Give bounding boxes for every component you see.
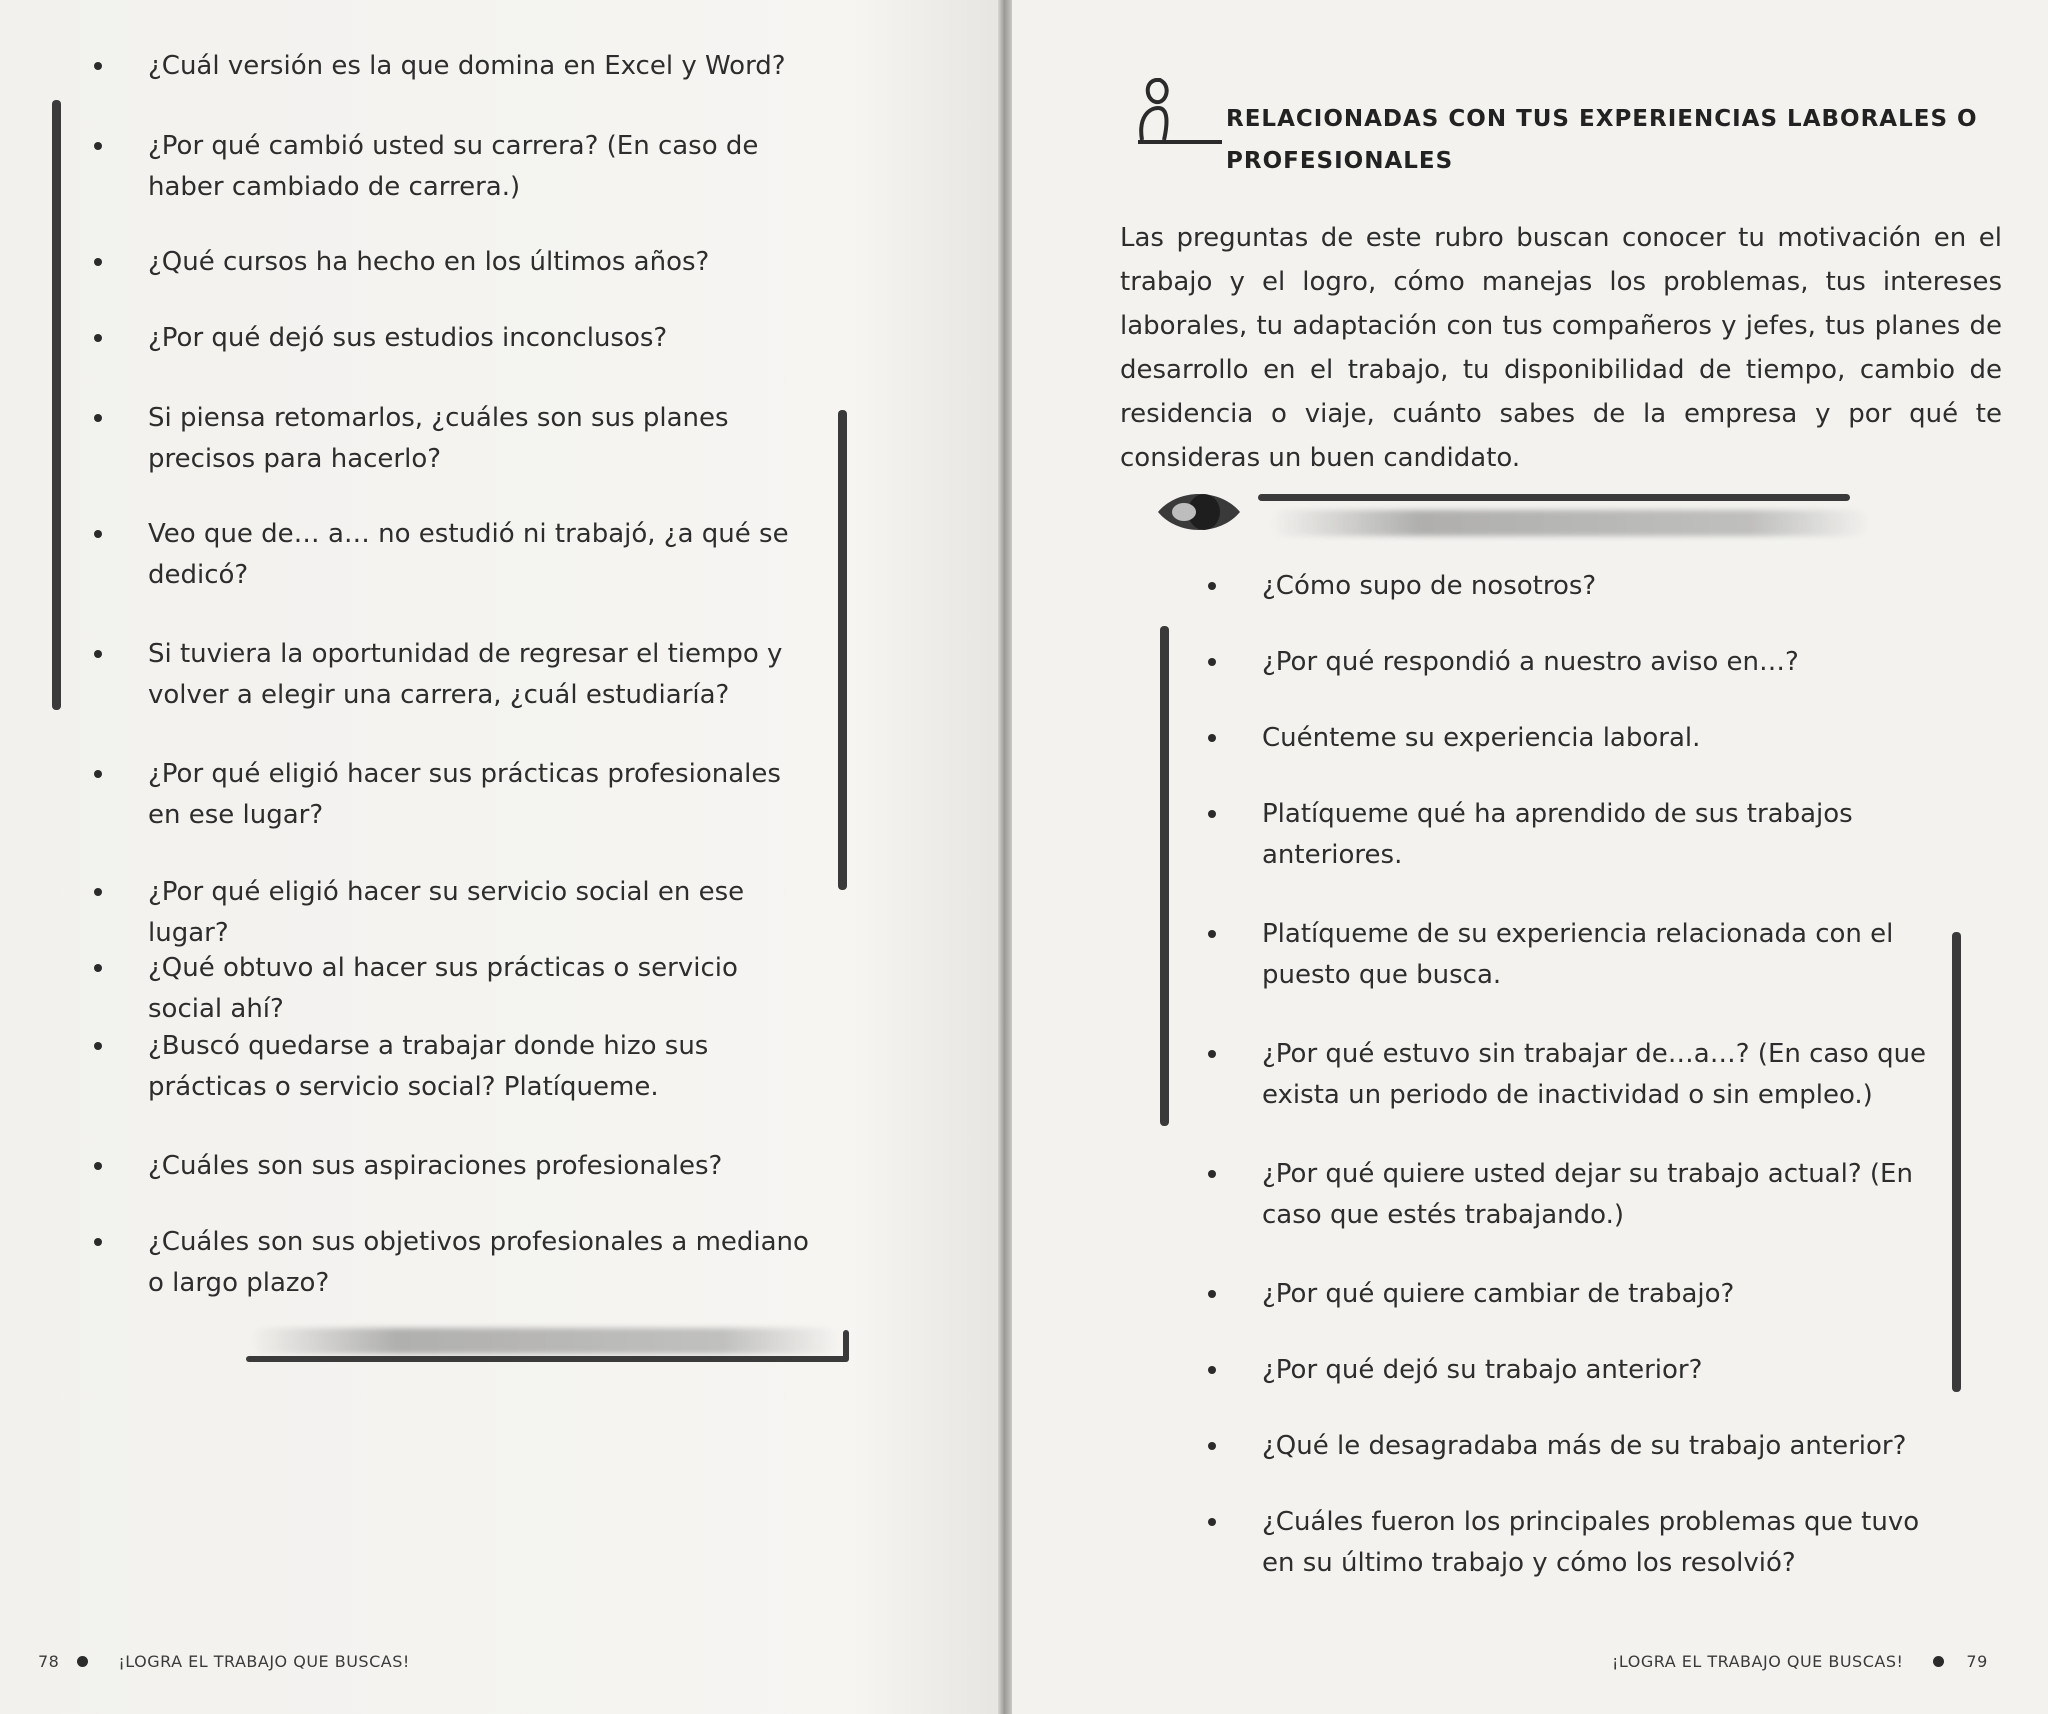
brush-shadow [1270, 510, 1870, 536]
question-text: Cuénteme su experiencia laboral. [1262, 723, 1701, 753]
list-item [1208, 914, 1932, 996]
question-text: ¿Por qué eligió hacer sus prácticas profesionales en ese lugar? [148, 759, 781, 830]
question-text: ¿Cuáles fueron los principales problemas que tuvo en su último trabajo y cómo los resolvió? [1262, 1507, 1920, 1578]
list-item [1208, 642, 1932, 683]
question-text: ¿Por qué quiere cambiar de trabajo? [1262, 1279, 1735, 1309]
list-item [94, 948, 818, 1030]
running-title: ¡LOGRA EL TRABAJO QUE BUSCAS! [118, 1652, 410, 1671]
list-item [1208, 566, 1932, 607]
bullet-icon [1208, 734, 1216, 742]
page-number: 78 [38, 1652, 60, 1671]
eye-icon [1154, 484, 1244, 544]
brush-stroke-bottom [246, 1356, 848, 1362]
question-text: ¿Cómo supo de nosotros? [1262, 571, 1597, 601]
bullet-icon [94, 770, 102, 778]
list-item [94, 872, 818, 954]
question-text: ¿Por qué estuvo sin trabajar de…a…? (En caso que exista un periodo de inactividad o sin empleo.) [1262, 1039, 1927, 1110]
list-item [1208, 718, 1932, 759]
question-text: ¿Qué cursos ha hecho en los últimos años? [148, 247, 710, 277]
question-text: ¿Qué obtuvo al hacer sus prácticas o servicio social ahí? [148, 953, 738, 1024]
bullet-icon [94, 888, 102, 896]
bullet-icon [94, 1042, 102, 1050]
book-gutter [998, 0, 1012, 1714]
question-text: Platíqueme de su experiencia relacionada con el puesto que busca. [1262, 919, 1894, 990]
question-text: Platíqueme qué ha aprendido de sus trabajos anteriores. [1262, 799, 1853, 870]
bullet-icon [94, 62, 102, 70]
page-footer [38, 1652, 410, 1671]
bullet-icon [94, 334, 102, 342]
list-item [94, 46, 818, 87]
page-footer [1612, 1652, 1988, 1671]
brush-stroke-corner [843, 1330, 849, 1362]
bullet-icon [77, 1656, 88, 1667]
brush-stroke-top [1258, 494, 1850, 501]
brush-stroke-right [1952, 932, 1961, 1392]
list-item [94, 1222, 818, 1304]
bullet-icon [1933, 1656, 1944, 1667]
list-item [1208, 794, 1932, 876]
bullet-icon [1208, 810, 1216, 818]
list-item [94, 754, 818, 836]
list-item [1208, 1274, 1932, 1315]
brush-stroke-left [52, 100, 61, 710]
bullet-icon [1208, 1050, 1216, 1058]
list-item [94, 514, 818, 596]
bullet-icon [94, 964, 102, 972]
question-text: Si piensa retomarlos, ¿cuáles son sus planes precisos para hacerlo? [148, 403, 729, 474]
list-item [94, 242, 818, 283]
list-item [94, 126, 818, 208]
list-item [1208, 1426, 1932, 1467]
question-text: ¿Por qué cambió usted su carrera? (En caso de haber cambiado de carrera.) [148, 131, 759, 202]
question-text: Si tuviera la oportunidad de regresar el tiempo y volver a elegir una carrera, ¿cuál estudiaría? [148, 639, 783, 710]
bullet-icon [1208, 1518, 1216, 1526]
list-item [1208, 1154, 1932, 1236]
question-text: ¿Cuáles son sus aspiraciones profesionales? [148, 1151, 723, 1181]
question-text: Veo que de… a… no estudió ni trabajó, ¿a qué se dedicó? [148, 519, 789, 590]
question-text: ¿Buscó quedarse a trabajar donde hizo sus prácticas o servicio social? Platíqueme. [148, 1031, 709, 1102]
list-item [94, 1026, 818, 1108]
list-item [94, 398, 818, 480]
bullet-icon [94, 258, 102, 266]
question-text: ¿Por qué eligió hacer su servicio social en ese lugar? [148, 877, 745, 948]
bullet-icon [1208, 1442, 1216, 1450]
brush-stroke-right [838, 410, 847, 890]
bullet-icon [94, 414, 102, 422]
running-title: ¡LOGRA EL TRABAJO QUE BUSCAS! [1612, 1652, 1904, 1671]
bullet-icon [94, 1162, 102, 1170]
question-text: ¿Por qué quiere usted dejar su trabajo actual? (En caso que estés trabajando.) [1262, 1159, 1913, 1230]
bullet-icon [1208, 658, 1216, 666]
question-text: ¿Por qué dejó sus estudios inconclusos? [148, 323, 668, 353]
bullet-icon [1208, 1170, 1216, 1178]
brush-stroke-left [1160, 626, 1169, 1126]
list-item [94, 634, 818, 716]
question-text: ¿Por qué respondió a nuestro aviso en…? [1262, 647, 1799, 677]
question-text: ¿Cuáles son sus objetivos profesionales a mediano o largo plazo? [148, 1227, 809, 1298]
bullet-icon [94, 650, 102, 658]
question-text: ¿Por qué dejó su trabajo anterior? [1262, 1355, 1703, 1385]
bullet-icon [94, 530, 102, 538]
bullet-icon [1208, 1290, 1216, 1298]
list-item [94, 1146, 818, 1187]
brush-shadow [250, 1328, 840, 1354]
intro-paragraph: Las preguntas de este rubro buscan conocer tu motivación en el trabajo y el logro, cómo manejas los problemas, tus intereses laborales, tu adaptación con tus compañeros y jefes, tus planes de desarrollo en el trabajo, tu disponibilidad de tiempo, cambio de residencia o viaje, cuánto sabes de la empresa y por qué te consideras un buen candidato. [1120, 223, 2002, 473]
bullet-icon [1208, 1366, 1216, 1374]
bullet-icon [94, 1238, 102, 1246]
left-page [0, 0, 1002, 1714]
list-item [94, 318, 818, 359]
person-icon [1134, 72, 1224, 150]
list-item [1208, 1034, 1932, 1116]
bullet-icon [94, 142, 102, 150]
list-item [1208, 1350, 1932, 1391]
question-text: ¿Qué le desagradaba más de su trabajo anterior? [1262, 1431, 1907, 1461]
section-title: RELACIONADAS CON TUS EXPERIENCIAS LABORALES O PROFESIONALES [1226, 106, 1978, 174]
list-item [1208, 1502, 1932, 1584]
question-text: ¿Cuál versión es la que domina en Excel y Word? [148, 51, 786, 81]
page-number: 79 [1966, 1652, 1988, 1671]
bullet-icon [1208, 582, 1216, 590]
bullet-icon [1208, 930, 1216, 938]
